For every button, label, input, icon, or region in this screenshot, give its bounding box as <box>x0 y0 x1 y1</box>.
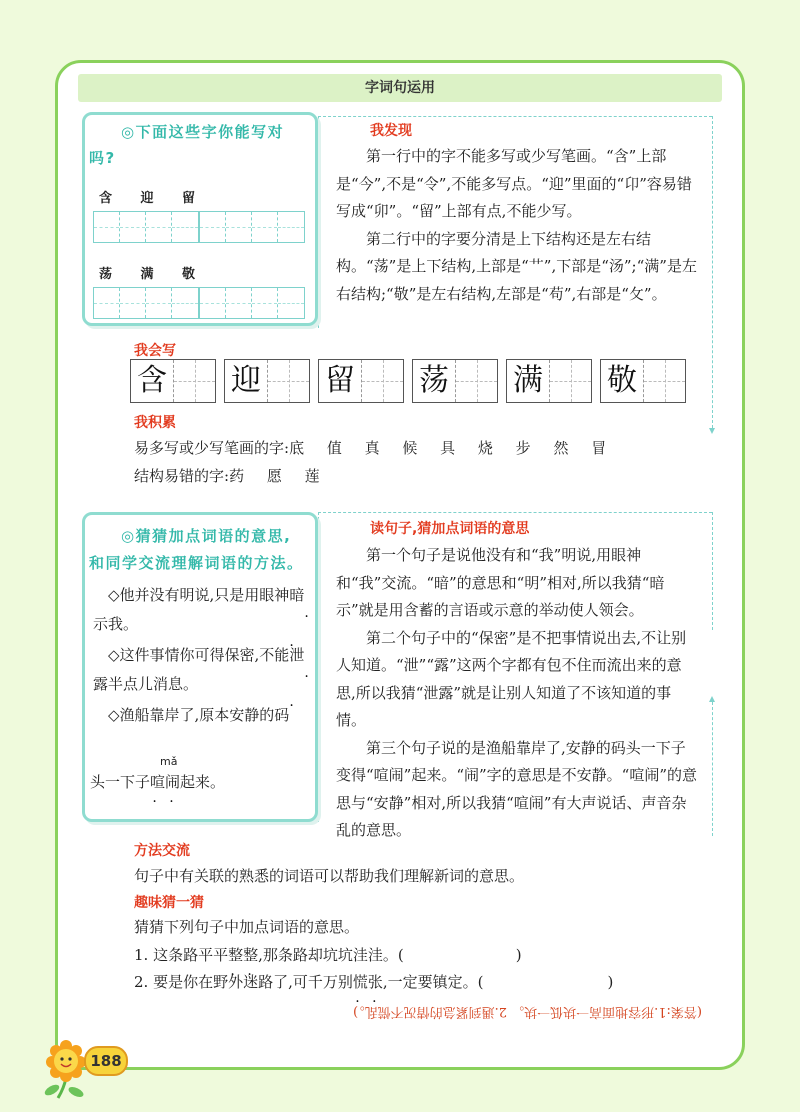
paragraph: 第一行中的字不能多写或少写笔画。“含”上部是“今”,不是“令”,不能多写点。“迎”里面的“卬”容易错写成“卯”。“留”上部有点,不能少写。 <box>336 147 692 220</box>
dashed-guide <box>318 116 712 117</box>
section-title: 字词句运用 <box>78 74 722 102</box>
example-sentence <box>93 641 307 699</box>
sentence-text: ◇这件事情你可得保密,不能 <box>108 646 290 664</box>
writing-grid[interactable] <box>199 287 305 319</box>
dotted-word: 慌张 · · <box>353 973 383 991</box>
sentence-text: 我。 <box>108 615 139 633</box>
fun-question-2 <box>134 970 613 994</box>
writing-grid[interactable] <box>93 211 199 243</box>
sentence-text: 头一下子 <box>90 773 151 791</box>
heading-discover: 我发现 <box>370 123 412 139</box>
dotted-word: 喧闹 · · <box>150 773 180 791</box>
accumulate-chars: 底 值 真 候 具 烧 步 然 冒 <box>289 439 616 457</box>
paragraph: 第一个句子是说他没有和“我”明说,用眼神和“我”交流。“暗”的意思和“明”相对,所以我猜“暗示”就是用含蓄的言语或示意的举动使人领会。 <box>336 546 665 619</box>
char-cell <box>318 359 404 403</box>
heading-method: 方法交流 <box>134 843 190 859</box>
sentence-text: 半点儿消息。 <box>108 675 199 693</box>
char-row-1: 含 迎 留 <box>99 191 208 206</box>
dashed-guide <box>318 512 712 513</box>
fun-question-1 <box>134 943 522 967</box>
accumulate-label: 结构易错的字: <box>134 467 230 485</box>
char-cell-text: 荡 <box>419 363 449 398</box>
heading-write: 我会写 <box>134 343 176 359</box>
question-text: ) <box>515 946 522 964</box>
writing-grid[interactable] <box>93 287 199 319</box>
heading-fun: 趣味猜一猜 <box>134 895 204 911</box>
accumulate-line-1 <box>134 436 615 460</box>
accumulate-line-2 <box>134 464 329 488</box>
pinyin-annotation: mǎ <box>160 755 178 768</box>
char-cell-text: 敬 <box>607 363 637 398</box>
example-sentence <box>93 581 307 639</box>
writing-grid[interactable] <box>199 211 305 243</box>
heading-read: 读句子,猜加点词语的意思 <box>370 521 530 537</box>
char-cell <box>506 359 592 403</box>
dashed-guide <box>712 512 713 630</box>
question-text: ) <box>607 973 614 991</box>
arrow-down-icon <box>709 428 715 434</box>
dashed-guide <box>318 116 319 328</box>
upside-down-answer: (答案:1.形容地面高一块低一块。 2.遇到紧急的情况不慌乱。) <box>353 1004 702 1019</box>
sentence-text: ◇渔船靠岸了,原本安静的码 <box>108 706 290 724</box>
char-cell <box>130 359 216 403</box>
dotted-word: 整整 · · <box>228 946 258 964</box>
page-number: 188 <box>84 1046 128 1076</box>
char-cell <box>600 359 686 403</box>
dashed-guide <box>712 702 713 836</box>
question-text: 1. 这条路平平 <box>134 946 229 964</box>
read-text <box>336 542 700 845</box>
char-row-2: 荡 满 敬 <box>99 267 208 282</box>
example-sentence-cont <box>90 770 225 794</box>
example-sentence <box>93 701 307 730</box>
dashed-guide <box>712 116 713 428</box>
char-cell <box>412 359 498 403</box>
question-text: ,一定要镇定。( <box>382 973 484 991</box>
discover-text <box>336 143 700 308</box>
sentence-text: 起来。 <box>180 773 226 791</box>
question-box-write <box>82 112 318 326</box>
accumulate-chars: 药 愿 莲 <box>229 467 329 485</box>
paragraph: 第三个句子说的是渔船靠岸了,安静的码头一下子变得“喧闹”起来。“闹”字的意思是不安静。“喧闹”的意思与“安静”相对,所以我猜“喧闹”有大声说话、声音杂乱的意思。 <box>336 738 698 839</box>
dotted-word: 暗示 · · <box>93 586 304 633</box>
dotted-word: 泄露 · · <box>93 646 304 693</box>
question-title: ◎猜猜加点词语的意思,和同学交流理解词语的方法。 <box>89 527 304 572</box>
char-cell <box>224 359 310 403</box>
paragraph: 第二个句子中的“保密”是不把事情说出去,不让别人知道。“泄”“露”这两个字都有包不住而流出来的意思,所以我猜“泄露”就是让别人知道了不该知道的事情。 <box>336 628 687 729</box>
char-cell-text: 迎 <box>231 363 261 398</box>
heading-accumulate: 我积累 <box>134 415 176 431</box>
question-text: ,那条路却坑坑洼洼。( <box>258 946 404 964</box>
char-cell-text: 满 <box>513 363 543 398</box>
question-text: 2. 要是你在野外迷路了,可千万别 <box>134 973 353 991</box>
fun-intro: 猜猜下列句子中加点词语的意思。 <box>134 918 360 936</box>
paragraph: 第二行中的字要分清是上下结构还是左右结构。“荡”是上下结构,上部是“艹”,下部是“汤”;“满”是左右结构;“敬”是左右结构,左部是“苟”,右部是“攵”。 <box>336 229 697 303</box>
accumulate-label: 易多写或少写笔画的字: <box>134 439 290 457</box>
question-title: ◎下面这些字你能写对吗? <box>89 123 285 167</box>
dashed-guide <box>318 512 319 822</box>
char-cell-text: 留 <box>325 363 355 398</box>
char-cell-text: 含 <box>137 363 167 398</box>
sentence-text: ◇他并没有明说,只是用眼神 <box>108 586 290 604</box>
method-text: 句子中有关联的熟悉的词语可以帮助我们理解新词的意思。 <box>134 867 525 885</box>
